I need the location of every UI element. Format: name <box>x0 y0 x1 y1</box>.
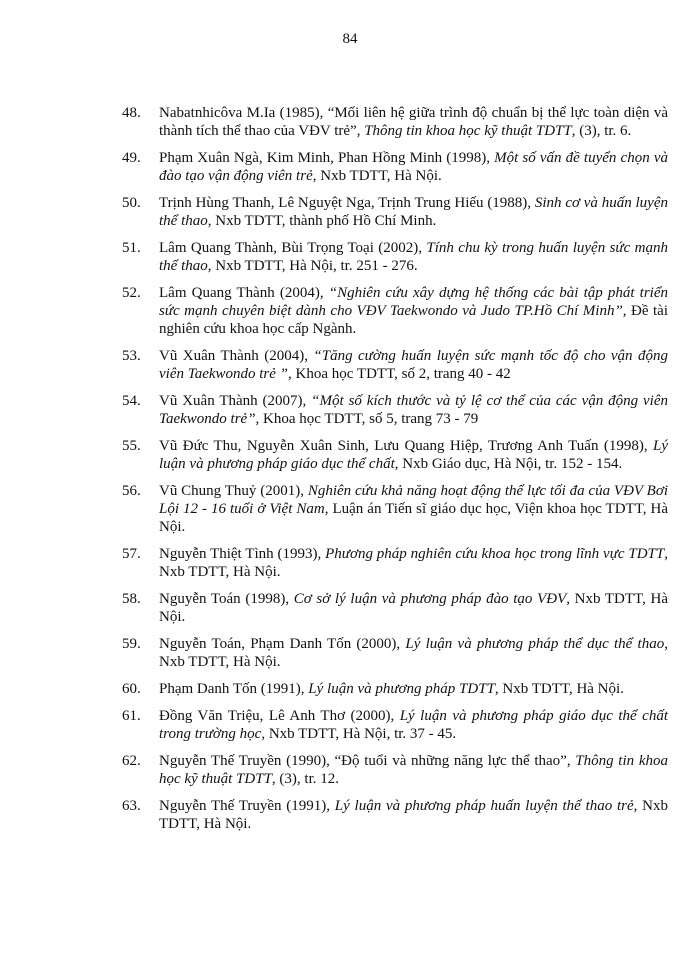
reference-text <box>159 438 668 472</box>
reference-item <box>122 590 668 626</box>
reference-number: 49. <box>122 150 141 166</box>
reference-detail: Nguyễn Toán (1998), <box>159 591 294 607</box>
reference-detail: , Nxb TDTT, Hà Nội. <box>312 168 442 184</box>
reference-item <box>122 149 668 185</box>
reference-detail: , (3), tr. 6. <box>571 123 632 139</box>
reference-title: Nghiên cứu khả năng hoạt động thể lực tối đa của VĐV Bơi Lội 12 - 16 tuổi ở Việt Nam <box>159 483 668 517</box>
reference-detail: , Nxb TDTT, Hà Nội. <box>494 681 624 697</box>
reference-text <box>159 240 668 274</box>
reference-detail: Vũ Chung Thuỷ (2001), <box>159 483 308 499</box>
reference-item <box>122 482 668 536</box>
reference-detail: Nguyễn Thế Truyền (1991), <box>159 798 335 814</box>
reference-text <box>159 483 668 535</box>
reference-number: 55. <box>122 438 141 454</box>
reference-text <box>159 393 668 427</box>
reference-number: 51. <box>122 240 141 256</box>
reference-text <box>159 636 668 670</box>
reference-detail: Đề tài nghiên cứu khoa học cấp Ngành. <box>159 303 669 337</box>
reference-detail: , (3), tr. 12. <box>271 771 339 787</box>
reference-detail: Phạm Danh Tốn (1991), <box>159 681 309 697</box>
reference-detail: Vũ Đức Thu, Nguyễn Xuân Sinh, Lưu Quang Hiệp, Trương Anh Tuấn (1998), <box>159 438 653 454</box>
reference-title: “Nghiên cứu xây dựng hệ thống các bài tập phát triển sức mạnh chuyên biệt dành cho VĐV Taekwondo và Judo TP.Hồ Chí Minh”, <box>159 285 668 319</box>
reference-title: “Tăng cường huấn luyện sức mạnh tốc độ cho vận động viên Taekwondo trẻ ” <box>159 348 668 382</box>
reference-title: Sinh cơ và huấn luyện thể thao <box>159 195 668 229</box>
reference-number: 52. <box>122 285 141 301</box>
reference-title: Phương pháp nghiên cứu khoa học trong lĩnh vực TDTT <box>325 546 665 562</box>
reference-item <box>122 239 668 275</box>
reference-title: Thông tin khoa học kỹ thuật TDTT <box>364 123 572 139</box>
reference-item <box>122 635 668 671</box>
reference-detail: , Nxb TDTT, Hà Nội, tr. 37 - 45. <box>261 726 457 742</box>
page-number: 84 <box>342 31 358 47</box>
reference-item <box>122 680 668 698</box>
reference-item <box>122 392 668 428</box>
reference-title: Lý luận và phương pháp thể dục thể thao <box>405 636 665 652</box>
reference-detail: Đồng Văn Triệu, Lê Anh Thơ (2000), <box>159 708 400 724</box>
reference-detail: Vũ Xuân Thành (2007), <box>159 393 312 409</box>
reference-detail: , Nxb TDTT, thành phố Hồ Chí Minh. <box>207 213 437 229</box>
reference-text <box>159 348 668 382</box>
reference-item <box>122 707 668 743</box>
reference-number: 56. <box>122 483 141 499</box>
reference-detail: Lâm Quang Thành, Bùi Trọng Toại (2002), <box>159 240 427 256</box>
reference-item <box>122 797 668 833</box>
reference-text <box>159 753 668 787</box>
reference-item <box>122 347 668 383</box>
reference-number: 61. <box>122 708 141 724</box>
reference-detail: Nguyễn Thế Truyền (1990), “Độ tuổi và những năng lực thể thao”, <box>159 753 576 769</box>
reference-item <box>122 545 668 581</box>
reference-detail: , Nxb TDTT, Hà Nội. <box>159 798 669 832</box>
reference-text <box>159 798 668 832</box>
reference-item <box>122 194 668 230</box>
reference-detail: Nguyễn Toán, Phạm Danh Tốn (2000), <box>159 636 406 652</box>
reference-detail: Nabatnhicôva M.Ia (1985), “Mối liên hệ giữa trình độ chuẩn bị thể lực toàn diện và thành tích thể thao của VĐV trẻ”, <box>159 105 668 139</box>
reference-list <box>122 104 668 842</box>
reference-text <box>159 681 624 697</box>
reference-text <box>159 150 668 184</box>
reference-title: Một số vấn đề tuyển chọn và đào tạo vận động viên trẻ <box>159 150 668 184</box>
reference-title: “Một số kích thước và tỷ lệ cơ thể của các vận động viên Taekwondo trẻ” <box>159 393 668 427</box>
reference-item <box>122 752 668 788</box>
reference-number: 60. <box>122 681 141 697</box>
reference-title: Thông tin khoa học kỹ thuật TDTT <box>159 753 668 787</box>
reference-detail: , Khoa học TDTT, số 5, trang 73 - 79 <box>255 411 479 427</box>
reference-number: 54. <box>122 393 141 409</box>
reference-detail: , Luận án Tiến sĩ giáo dục học, Viện khoa học TDTT, Hà Nội. <box>159 501 668 535</box>
reference-title: Lý luận và phương pháp TDTT <box>308 681 495 697</box>
reference-detail: , Nxb TDTT, Hà Nội. <box>159 636 668 670</box>
reference-text <box>159 708 668 742</box>
reference-title: Lý luận và phương pháp huấn luyện thể thao trẻ <box>334 798 634 814</box>
reference-number: 62. <box>122 753 141 769</box>
reference-number: 50. <box>122 195 141 211</box>
reference-detail: , Nxb Giáo dục, Hà Nội, tr. 152 - 154. <box>394 456 623 472</box>
reference-title: Lý luận và phương pháp giáo dục thể chất trong trường học <box>159 708 668 742</box>
reference-detail: , Khoa học TDTT, số 2, trang 40 - 42 <box>288 366 511 382</box>
reference-number: 53. <box>122 348 141 364</box>
reference-text <box>159 591 668 625</box>
reference-text <box>159 285 668 337</box>
reference-detail: Lâm Quang Thành (2004), <box>159 285 329 301</box>
reference-number: 58. <box>122 591 141 607</box>
reference-detail: , Nxb TDTT, Hà Nội, tr. 251 - 276. <box>207 258 418 274</box>
reference-detail: Trịnh Hùng Thanh, Lê Nguyệt Nga, Trịnh Trung Hiếu (1988), <box>159 195 535 211</box>
reference-item <box>122 437 668 473</box>
reference-detail: Nguyễn Thiệt Tình (1993), <box>159 546 326 562</box>
reference-text <box>159 195 668 229</box>
reference-number: 63. <box>122 798 141 814</box>
reference-item <box>122 284 668 338</box>
reference-text <box>159 546 668 580</box>
reference-detail: Vũ Xuân Thành (2004), <box>159 348 314 364</box>
reference-item <box>122 104 668 140</box>
reference-number: 59. <box>122 636 141 652</box>
reference-number: 57. <box>122 546 141 562</box>
reference-detail: , Nxb TDTT, Hà Nội. <box>159 546 668 580</box>
reference-detail: Phạm Xuân Ngà, Kim Minh, Phan Hồng Minh (1998), <box>159 150 495 166</box>
reference-detail: , Nxb TDTT, Hà Nội. <box>159 591 669 625</box>
reference-title: Tính chu kỳ trong huấn luyện sức mạnh thể thao <box>159 240 668 274</box>
reference-title: Cơ sở lý luận và phương pháp đào tạo VĐV <box>293 591 567 607</box>
reference-title: Lý luận và phương pháp giáo dục thể chất <box>159 438 668 472</box>
reference-text <box>159 105 668 139</box>
reference-number: 48. <box>122 105 141 121</box>
